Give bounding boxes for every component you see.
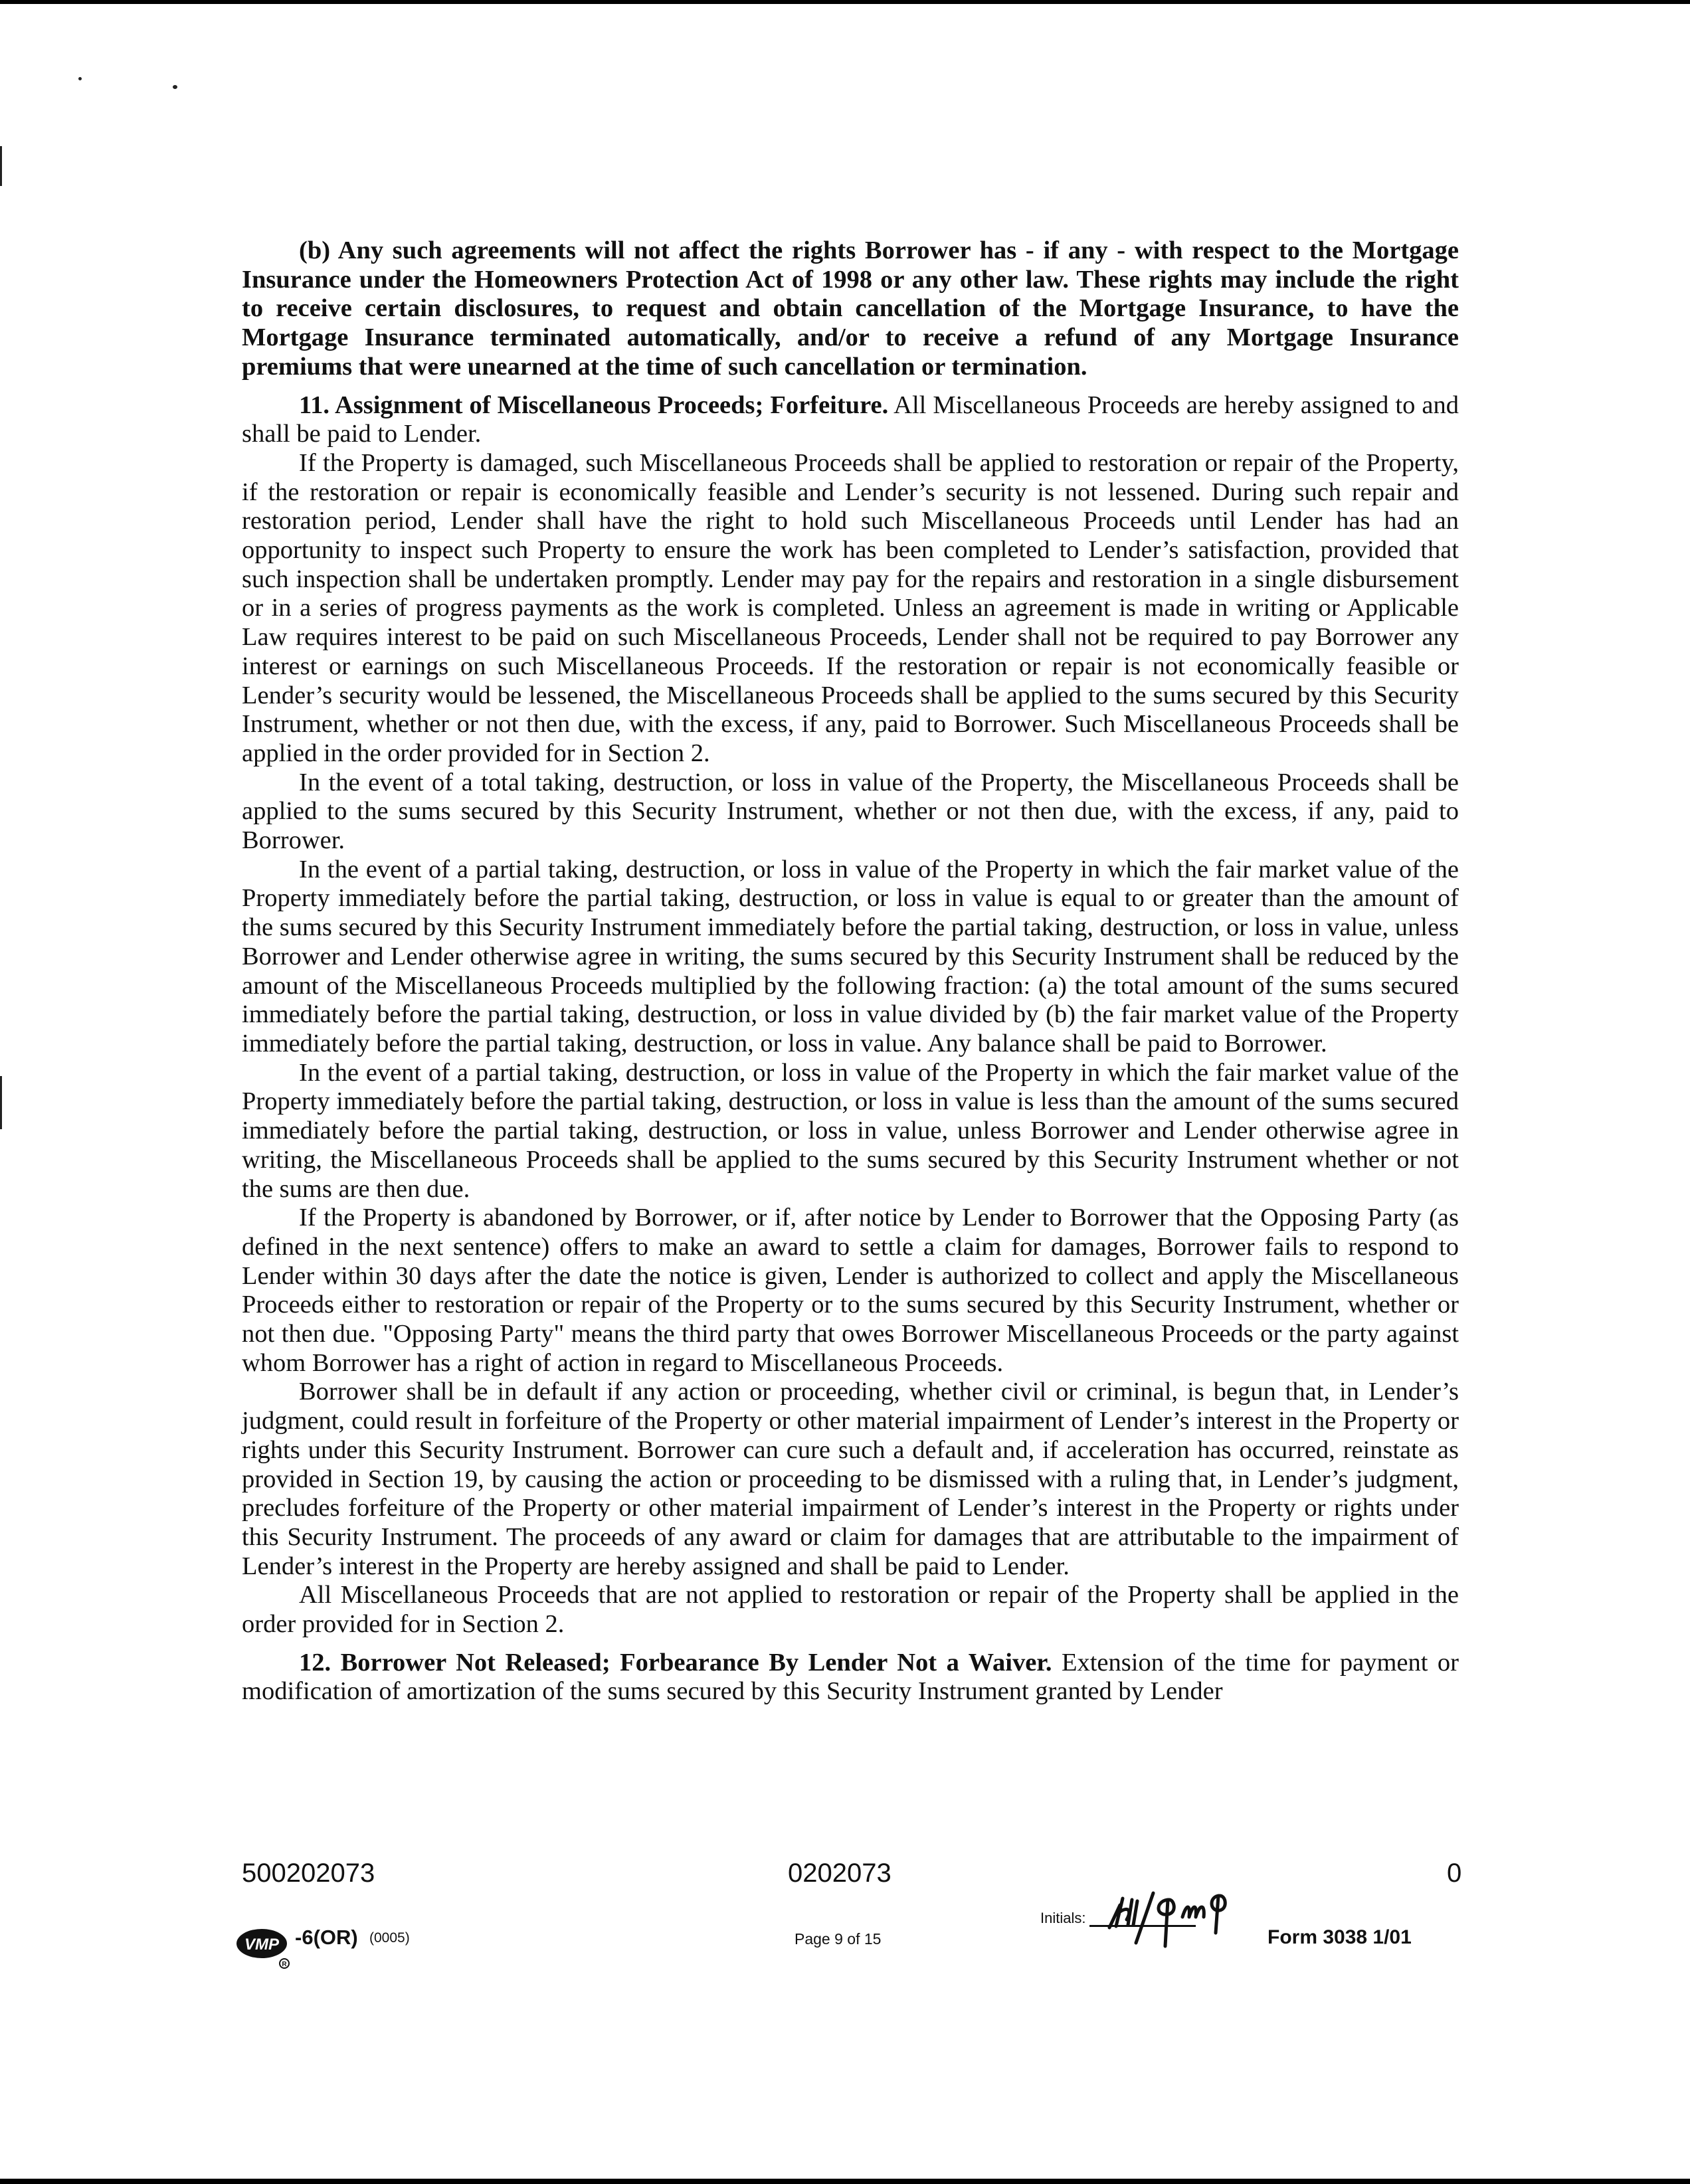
paragraph-11-partial-taking-less: In the event of a partial taking, destruction, or loss in value of the Property in which the fair market value of the Property immediately before the partial taking, destruction, or loss in value is less than the amount of the sums secured immediately before the partial taking, destruction, or loss in value, unless Borrower and Lender otherwise agree in writing, the Miscellaneous Proceeds shall be applied to the sums secured by this Security Instrument whether or not the sums are then due. — [242, 1058, 1459, 1203]
paragraph-11-total-taking: In the event of a total taking, destruction, or loss in value of the Property, the Miscellaneous Proceeds shall be applied to the sums secured by this Security Instrument, whether or not then due, with the excess, if any, paid to Borrower. — [242, 768, 1459, 855]
section-11 — [242, 391, 1459, 449]
paragraph-11-abandoned: If the Property is abandoned by Borrower, or if, after notice by Lender to Borrower that the Opposing Party (as defined in the next sentence) offers to make an award to settle a claim for damages, Borrower fails to respond to Lender within 30 days after the date the notice is given, Lender is authorized to collect and apply the Miscellaneous Proceeds either to restoration or repair of the Property or to the sums secured by this Security Instrument, whether or not then due. "Opposing Party" means the third party that owes Borrower Miscellaneous Proceeds or the party against whom Borrower has a right of action in regard to Miscellaneous Proceeds. — [242, 1204, 1459, 1377]
scan-edge-mark — [0, 146, 2, 186]
section-12 — [242, 1649, 1459, 1706]
section-12-heading: 12. Borrower Not Released; Forbearance By Lender Not a Waiver. — [299, 1648, 1052, 1677]
paragraph-b: (b) Any such agreements will not affect the rights Borrower has - if any - with respect to the Mortgage Insurance under the Homeowners Protection Act of 1998 or any other law. These rights may include the right to receive certain disclosures, to request and obtain cancellation of the Mortgage Insurance, to have the Mortgage Insurance terminated automatically, and/or to receive a refund of any Mortgage Insurance premiums that were unearned at the time of such cancellation or termination. — [242, 236, 1459, 381]
document-body — [242, 236, 1459, 1706]
scan-edge-mark — [0, 1076, 2, 1129]
paragraph-11-partial-taking-greater: In the event of a partial taking, destruction, or loss in value of the Property in which the fair market value of the Property immediately before the partial taking, destruction, or loss in value is equal to or greater than the amount of the sums secured by this Security Instrument immediately before the partial taking, destruction, or loss in value, unless Borrower and Lender otherwise agree in writing, the sums secured by this Security Instrument shall be reduced by the amount of the Miscellaneous Proceeds multiplied by the following fraction: (a) the total amount of the sums secured immediately before the partial taking, destruction, or loss in value divided by (b) the fair market value of the Property immediately before the partial taking, destruction, or loss in value. Any balance shall be paid to Borrower. — [242, 855, 1459, 1057]
vmp-logo — [235, 1926, 292, 1970]
section-11-text: All Miscellaneous Proceeds are hereby assigned to and shall be paid to Lender. — [242, 391, 1459, 448]
page-number: Page 9 of 15 — [795, 1930, 882, 1948]
initials-label: Initials: — [1040, 1910, 1086, 1926]
scan-speck — [78, 77, 82, 80]
scan-border-top — [0, 0, 1690, 4]
section-12-text: Extension of the time for payment or modification of amortization of the sums secured by this Security Instrument granted by Lender — [242, 1648, 1459, 1706]
form-revision: (0005) — [369, 1930, 410, 1946]
trailing-digit: 0 — [1447, 1859, 1462, 1888]
form-code: -6(OR) — [295, 1926, 358, 1949]
loan-number: 500202073 — [242, 1859, 375, 1888]
paragraph-11-remaining: All Miscellaneous Proceeds that are not applied to restoration or repair of the Property shall be applied in the order provided for in Section 2. — [242, 1581, 1459, 1639]
form-number: Form 3038 1/01 — [1268, 1926, 1412, 1948]
svg-text:R: R — [282, 1961, 287, 1968]
paragraph-11-damage: If the Property is damaged, such Miscellaneous Proceeds shall be applied to restoration or repair of the Property, if the restoration or repair is economically feasible and Lender’s security is not lessened. During such repair and restoration period, Lender shall have the right to hold such Miscellaneous Proceeds until Lender has had an opportunity to inspect such Property to ensure the work has been completed to Lender’s satisfaction, provided that such inspection shall be undertaken promptly. Lender may pay for the repairs and restoration in a single disbursement or in a series of progress payments as the work is completed. Unless an agreement is made in writing or Applicable Law requires interest to be paid on such Miscellaneous Proceeds, Lender shall not be required to pay Borrower any interest or earnings on such Miscellaneous Proceeds. If the restoration or repair is not economically feasible or Lender’s security would be lessened, the Miscellaneous Proceeds shall be applied to the sums secured by this Security Instrument, whether or not then due, with the excess, if any, paid to Borrower. Such Miscellaneous Proceeds shall be applied in the order provided for in Section 2. — [242, 448, 1459, 767]
paragraph-11-default: Borrower shall be in default if any action or proceeding, whether civil or criminal, is begun that, in Lender’s judgment, could result in forfeiture of the Property or other material impairment of Lender’s interest in the Property or rights under this Security Instrument. Borrower can cure such a default and, if acceleration has occurred, reinstate as provided in Section 19, by causing the action or proceeding to be dismissed with a ruling that, in Lender’s judgment, precludes forfeiture of the Property or other material impairment of Lender’s interest in the Property or rights under this Security Instrument. The proceeds of any award or claim for damages that are attributable to the impairment of Lender’s interest in the Property are hereby assigned and shall be paid to Lender. — [242, 1378, 1459, 1580]
section-11-heading: 11. Assignment of Miscellaneous Proceeds; Forfeiture. — [299, 391, 889, 419]
loan-number-short: 0202073 — [788, 1859, 892, 1888]
vmp-logo-text: VMP — [244, 1936, 280, 1954]
scan-speck — [173, 85, 177, 89]
scan-border-bottom — [0, 2179, 1690, 2184]
